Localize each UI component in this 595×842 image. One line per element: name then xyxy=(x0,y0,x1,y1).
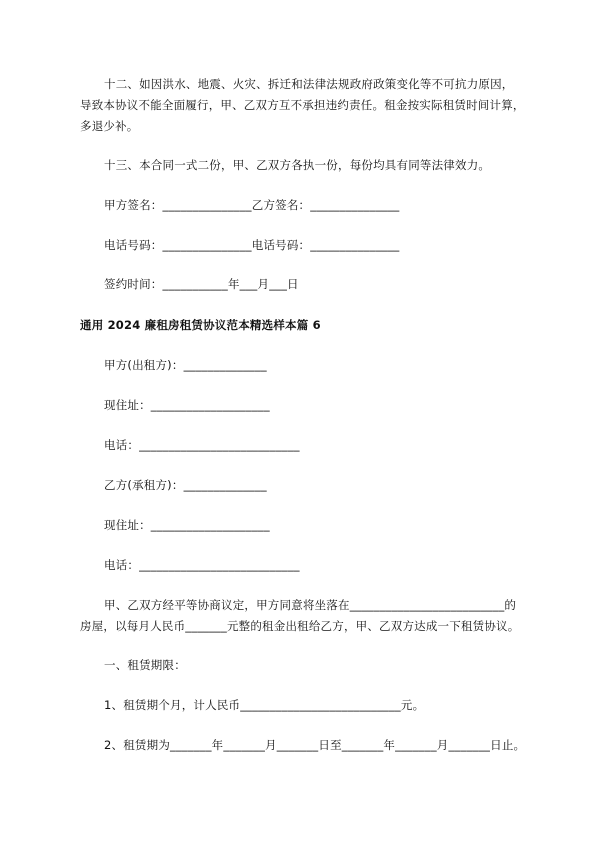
party-b-line: 乙方(承租方)：______________ xyxy=(104,478,267,492)
signature-line: 甲方签名：_______________乙方签名：_______________ xyxy=(104,198,400,212)
party-a-phone-line: 电话：___________________________ xyxy=(104,438,300,452)
lease-term-title: 一、租赁期限： xyxy=(104,658,186,672)
lease-term-item-1: 1、租赁期个月，计人民币___________________________元。 xyxy=(104,698,425,712)
party-a-address-line: 现住址：____________________ xyxy=(104,398,270,412)
clause-12-line-1: 十二、如因洪水、地震、火灾、拆迁和法律法规政府政策变化等不可抗力原因， xyxy=(104,77,514,91)
clause-12-line-3: 多退少补。 xyxy=(80,119,139,133)
clause-12-line-2: 导致本协议不能全面履行，甲、乙双方互不承担违约责任。租金按实际租赁时间计算， xyxy=(80,98,525,112)
signing-date-line: 签约时间：___________年___月___日 xyxy=(104,277,299,291)
intro-line-2: 房屋，以每月人民币_______元整的租金出租给乙方，甲、乙双方达成一下租赁协议。 xyxy=(80,619,520,633)
section-heading: 通用 2024 廉租房租赁协议范本精选样本篇 6 xyxy=(80,318,321,332)
phone-line: 电话号码：_______________电话号码：_______________ xyxy=(104,238,400,252)
party-a-line: 甲方(出租方)：______________ xyxy=(104,358,267,372)
lease-term-item-2: 2、租赁期为_______年_______月_______日至_______年_______月_______日止。 xyxy=(104,738,526,752)
clause-13: 十三、本合同一式二份，甲、乙双方各执一份，每份均具有同等法律效力。 xyxy=(104,158,491,172)
party-b-phone-line: 电话：___________________________ xyxy=(104,558,300,572)
party-b-address-line: 现住址：____________________ xyxy=(104,518,270,532)
intro-line-1: 甲、乙双方经平等协商议定，甲方同意将坐落在__________________________的 xyxy=(104,598,517,612)
